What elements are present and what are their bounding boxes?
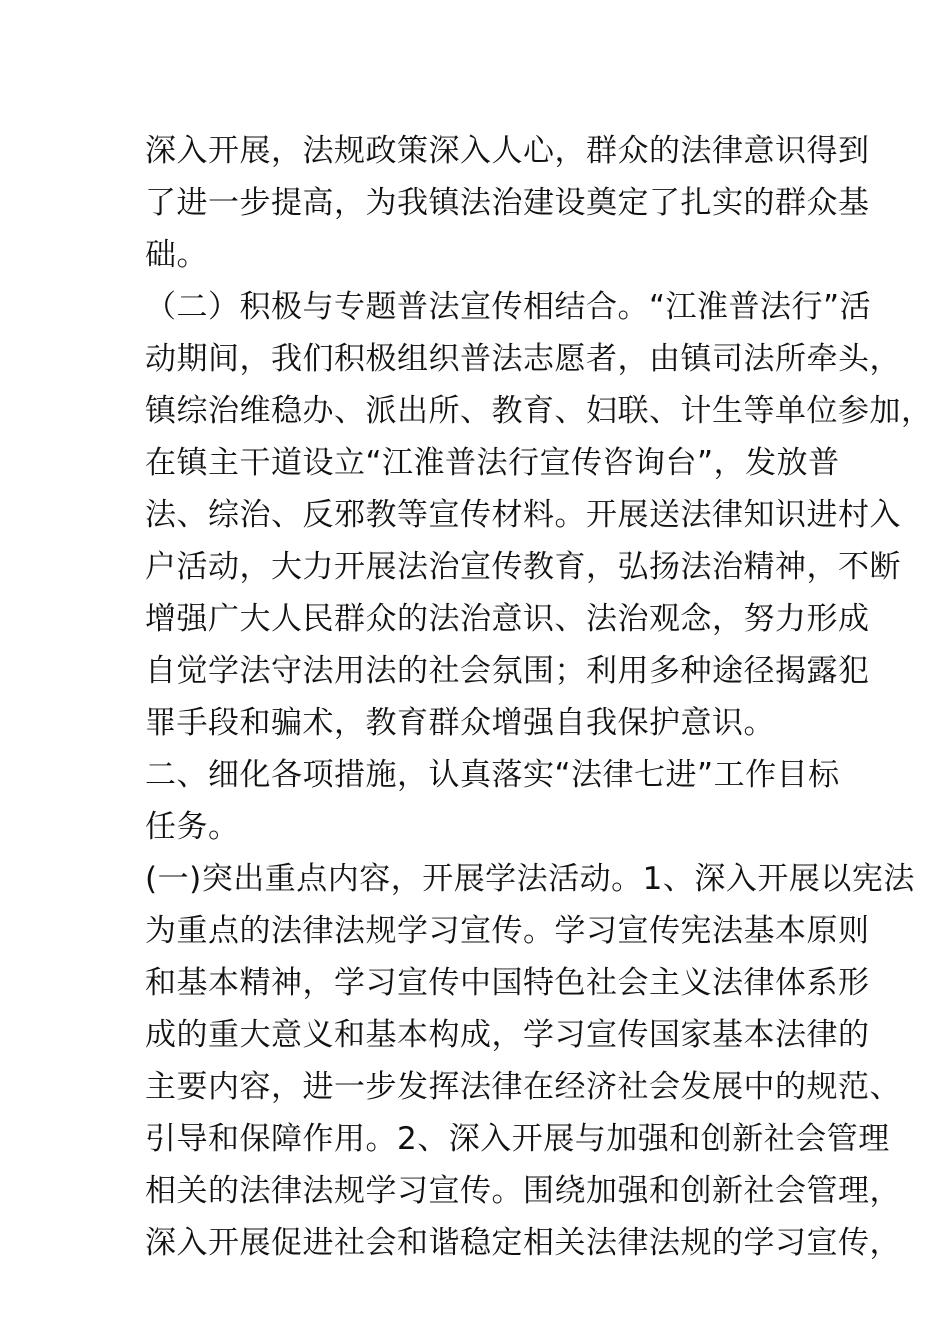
- text-line: 自觉学法守法用法的社会氛围；利用多种途径揭露犯: [145, 653, 870, 689]
- text-line: 和基本精神，学习宣传中国特色社会主义法律体系形: [145, 965, 870, 1001]
- text-line: (一)突出重点内容，开展学法活动。1、深入开展以宪法: [145, 861, 915, 897]
- text-line: 深入开展，法规政策深入人心，群众的法律意识得到: [145, 133, 870, 169]
- text-line: 础。: [145, 237, 208, 273]
- text-line: 相关的法律法规学习宣传。围绕加强和创新社会管理，: [145, 1173, 901, 1209]
- text-line: 户活动，大力开展法治宣传教育，弘扬法治精神，不断: [145, 549, 901, 585]
- text-line: 引导和保障作用。2、深入开展与加强和创新社会管理: [145, 1121, 890, 1157]
- text-line: 了进一步提高，为我镇法治建设奠定了扎实的群众基: [145, 185, 870, 221]
- text-line: 为重点的法律法规学习宣传。学习宣传宪法基本原则: [145, 913, 870, 949]
- text-line: 任务。: [145, 809, 240, 845]
- text-line: 增强广大人民群众的法治意识、法治观念，努力形成: [145, 601, 870, 637]
- text-line: 成的重大意义和基本构成，学习宣传国家基本法律的: [145, 1017, 870, 1053]
- body-text: [145, 125, 933, 1269]
- text-line: 深入开展促进社会和谐稳定相关法律法规的学习宣传，: [145, 1225, 901, 1261]
- text-line: 罪手段和骗术，教育群众增强自我保护意识。: [145, 705, 775, 741]
- text-line: 在镇主干道设立“江淮普法行宣传咨询台”，发放普: [145, 445, 840, 481]
- text-line: （二）积极与专题普法宣传相结合。“江淮普法行”活: [145, 289, 872, 325]
- text-line: 法、综治、反邪教等宣传材料。开展送法律知识进村入: [145, 497, 901, 533]
- text-line: 镇综治维稳办、派出所、教育、妇联、计生等单位参加，: [145, 393, 933, 429]
- text-line: 动期间，我们积极组织普法志愿者，由镇司法所牵头，: [145, 341, 901, 377]
- text-line: 主要内容，进一步发挥法律在经济社会发展中的规范、: [145, 1069, 901, 1105]
- text-line: 二、细化各项措施，认真落实“法律七进”工作目标: [145, 757, 840, 793]
